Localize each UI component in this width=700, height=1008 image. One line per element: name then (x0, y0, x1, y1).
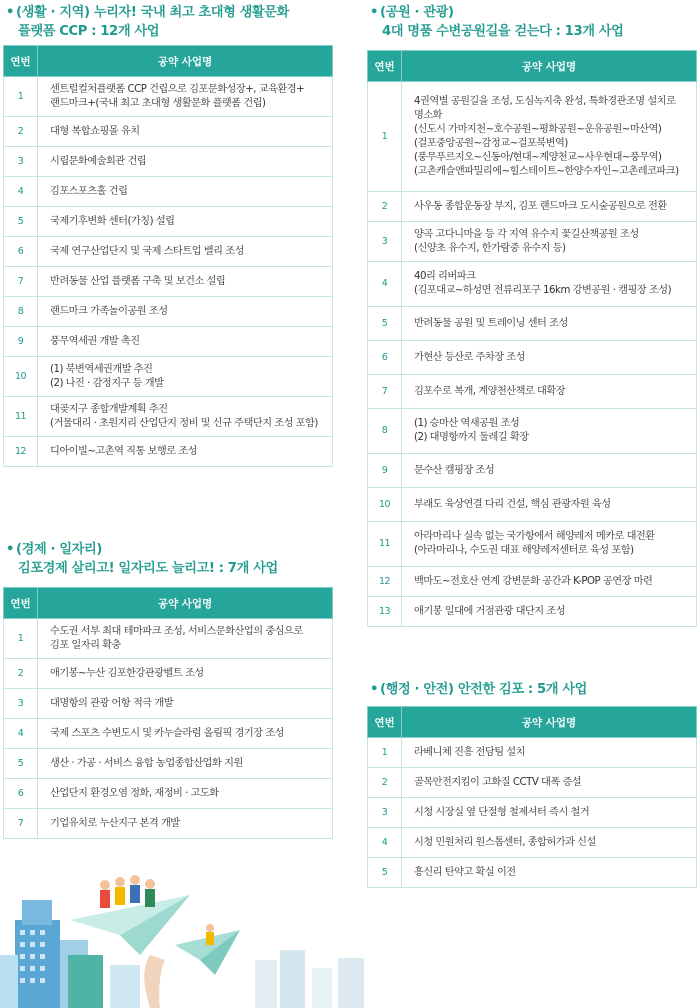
pledge-name: 랜드마크 가족놀이공원 조성 (38, 297, 333, 327)
header-no: 연번 (368, 51, 402, 82)
table-row (368, 828, 697, 858)
row-number: 5 (368, 858, 402, 888)
pledge-name: 대형 복합쇼핑몰 유치 (38, 117, 333, 147)
pledge-name: 국제 연구산업단지 및 국제 스타트업 밸리 조성 (38, 237, 333, 267)
pledge-table-admin-safety (367, 706, 697, 888)
pledge-name: 문수산 캠핑장 조성 (402, 454, 697, 488)
pledge-name: 생산 · 가공 · 서비스 융합 농업종합산업화 지원 (38, 749, 333, 779)
table-row (368, 262, 697, 307)
table-row (368, 454, 697, 488)
table-row (368, 858, 697, 888)
pledge-name: 김포수로 복개, 계양천산책로 대확장 (402, 375, 697, 409)
pledge-name: 시청 시장실 옆 단절형 철제셔터 즉시 철거 (402, 798, 697, 828)
table-row (368, 341, 697, 375)
pledge-name: 가현산 등산로 주차장 조성 (402, 341, 697, 375)
row-number: 6 (4, 779, 38, 809)
section-title: • (경제 · 일자리) 김포경제 살리고! 일자리도 늘리고! : 7개 사업 (6, 542, 278, 576)
row-number: 1 (4, 77, 38, 117)
row-number: 2 (368, 768, 402, 798)
pledge-table-economy-jobs (3, 587, 333, 839)
pledge-name: 라베니체 진흥 전담팀 설치 (402, 738, 697, 768)
header-name: 공약 사업명 (402, 51, 697, 82)
row-number: 4 (368, 828, 402, 858)
pledge-name: 김포스포츠홀 건립 (38, 177, 333, 207)
table-row (368, 222, 697, 262)
city-illustration-right (250, 930, 370, 1008)
pledge-name: 디아이빌~고촌역 직통 보행로 조성 (38, 437, 333, 467)
pledge-name: 기업유치로 누산지구 본격 개발 (38, 809, 333, 839)
table-row (4, 397, 333, 437)
row-number: 7 (368, 375, 402, 409)
pledge-name: 흥신리 탄약고 확실 이전 (402, 858, 697, 888)
header-no: 연번 (4, 588, 38, 619)
pledge-name: 아라마리나 실속 없는 국가항에서 해양레저 메카로 대전환 (아라마리나, 수도권 대표 해양레저센터로 육성 포함) (402, 522, 697, 567)
pledge-name: 애기봉 일대에 거점관광 대단지 조성 (402, 597, 697, 627)
pledge-name: (1) 승마산 역새공원 조성 (2) 대명항까지 둘레길 확장 (402, 409, 697, 454)
row-number: 5 (4, 749, 38, 779)
table-row (4, 437, 333, 467)
table-row (4, 237, 333, 267)
table-row (4, 749, 333, 779)
row-number: 2 (4, 117, 38, 147)
table-row (4, 719, 333, 749)
pledge-name: 반려동물 공원 및 트레이닝 센터 조성 (402, 307, 697, 341)
row-number: 11 (368, 522, 402, 567)
section-economy-jobs (6, 540, 336, 578)
pledge-name: 시청 민원처리 원스톱센터, 종합허가과 신설 (402, 828, 697, 858)
pledge-name: 사우동 종합운동장 부지, 김포 랜드마크 도시숲공원으로 전환 (402, 192, 697, 222)
pledge-name: 골목안전지킴이 고화질 CCTV 대폭 증설 (402, 768, 697, 798)
header-no: 연번 (4, 46, 38, 77)
row-number: 9 (368, 454, 402, 488)
table-row (4, 779, 333, 809)
pledge-name: 애기봉~누산 김포한강관광벨트 조성 (38, 659, 333, 689)
row-number: 12 (368, 567, 402, 597)
pledge-name: 반려동물 산업 플랫폼 구축 및 보건소 설립 (38, 267, 333, 297)
table-row (368, 738, 697, 768)
pledge-name: 산업단지 환경오염 정화, 재정비 · 고도화 (38, 779, 333, 809)
section-title: • (생활 · 지역) 누리자! 국내 최고 초대형 생활문화 플랫폼 CCP : 12개 사업 (6, 5, 289, 39)
bullet-icon: • (370, 682, 379, 697)
pledge-table-park-tourism (367, 50, 697, 627)
pledge-name: 국제 스포츠 수변도시 및 카누슬라럼 올림픽 경기장 조성 (38, 719, 333, 749)
row-number: 10 (4, 357, 38, 397)
table-row (4, 267, 333, 297)
row-number: 4 (4, 719, 38, 749)
table-row (4, 689, 333, 719)
section-title: • (행정 · 안전) 안전한 김포 : 5개 사업 (370, 682, 587, 697)
row-number: 8 (368, 409, 402, 454)
row-number: 12 (4, 437, 38, 467)
section-title: • (공원 · 관광) 4대 명품 수변공원길을 걷는다 : 13개 사업 (370, 5, 624, 39)
header-name: 공약 사업명 (402, 707, 697, 738)
section-park-tourism (370, 3, 700, 41)
row-number: 8 (4, 297, 38, 327)
row-number: 4 (4, 177, 38, 207)
pledge-name: 풍무역세권 개발 촉진 (38, 327, 333, 357)
row-number: 6 (368, 341, 402, 375)
row-number: 6 (4, 237, 38, 267)
bullet-icon: • (6, 542, 15, 557)
row-number: 7 (4, 267, 38, 297)
table-row (368, 307, 697, 341)
pledge-name: 부래도 육상연결 다리 건설, 핵심 관광자원 육성 (402, 488, 697, 522)
row-number: 1 (368, 738, 402, 768)
row-number: 1 (4, 619, 38, 659)
table-row (4, 357, 333, 397)
row-number: 1 (368, 82, 402, 192)
header-name: 공약 사업명 (38, 46, 333, 77)
pledge-name: 4권역별 공원길을 조성, 도심녹지축 완성, 특화경관조명 설치로 명소화 (신도시 가마지천~호수공원~평화공원~운유공원~마산역) (걸포중앙공원~감정교~걸포북변역) (풍무푸르지오~신동아/현대~계양천교~사우현대~풍무역) (고촌캐슬앤파밀리에~힐스테이트~한양수자인~고촌레코파크) (402, 82, 697, 192)
pledge-name: 백마도~전호산 연계 강변문화 공간과 K-POP 공연장 마련 (402, 567, 697, 597)
bullet-icon: • (370, 5, 379, 20)
table-row (4, 659, 333, 689)
row-number: 2 (368, 192, 402, 222)
row-number: 4 (368, 262, 402, 307)
table-row (368, 567, 697, 597)
table-row (368, 192, 697, 222)
table-row (368, 522, 697, 567)
pledge-name: 대곶지구 종합개발계획 추진 (거물대리 · 초원지리 산업단지 정비 및 신규 주택단지 조성 포함) (38, 397, 333, 437)
table-row (4, 619, 333, 659)
row-number: 5 (4, 207, 38, 237)
table-row (4, 117, 333, 147)
pledge-name: 40리 리버파크 (김포대교~하성면 전류리포구 16km 강변공원 · 캠핑장 조성) (402, 262, 697, 307)
table-row (368, 375, 697, 409)
table-row (368, 409, 697, 454)
table-row (4, 327, 333, 357)
table-row (4, 147, 333, 177)
pledge-name: 양곡 고다니마을 등 각 지역 유수지 꽃길산책공원 조성 (신양초 유수지, 한가람중 유수지 등) (402, 222, 697, 262)
table-row (368, 82, 697, 192)
table-row (368, 768, 697, 798)
table-row (368, 597, 697, 627)
header-no: 연번 (368, 707, 402, 738)
row-number: 5 (368, 307, 402, 341)
bullet-icon: • (6, 5, 15, 20)
row-number: 3 (4, 689, 38, 719)
row-number: 7 (4, 809, 38, 839)
pledge-name: (1) 북변역세권개발 추진 (2) 나진 · 감정지구 등 개발 (38, 357, 333, 397)
table-row (4, 297, 333, 327)
table-row (4, 809, 333, 839)
row-number: 3 (4, 147, 38, 177)
table-row (368, 798, 697, 828)
section-admin-safety (370, 680, 700, 699)
row-number: 3 (368, 798, 402, 828)
pledge-name: 대명항의 관광 어항 적극 개발 (38, 689, 333, 719)
pledge-name: 시립문화예술회관 건립 (38, 147, 333, 177)
pledge-table-life-region (3, 45, 333, 467)
pledge-name: 수도권 서부 최대 테마파크 조성, 서비스문화산업의 중심으로 김포 일자리 확충 (38, 619, 333, 659)
row-number: 11 (4, 397, 38, 437)
row-number: 2 (4, 659, 38, 689)
pledge-name: 센트럴컬처플랫폼 CCP 건립으로 김포문화성장+, 교육환경+ 랜드마크+(국내 최고 초대형 생활문화 플랫폼 건립) (38, 77, 333, 117)
section-life-region (6, 3, 336, 41)
row-number: 13 (368, 597, 402, 627)
row-number: 3 (368, 222, 402, 262)
row-number: 9 (4, 327, 38, 357)
hand-icon (144, 955, 165, 1008)
row-number: 10 (368, 488, 402, 522)
table-row (368, 488, 697, 522)
table-row (4, 77, 333, 117)
table-row (4, 207, 333, 237)
pledge-name: 국제기후변화 센터(가칭) 설립 (38, 207, 333, 237)
table-row (4, 177, 333, 207)
header-name: 공약 사업명 (38, 588, 333, 619)
